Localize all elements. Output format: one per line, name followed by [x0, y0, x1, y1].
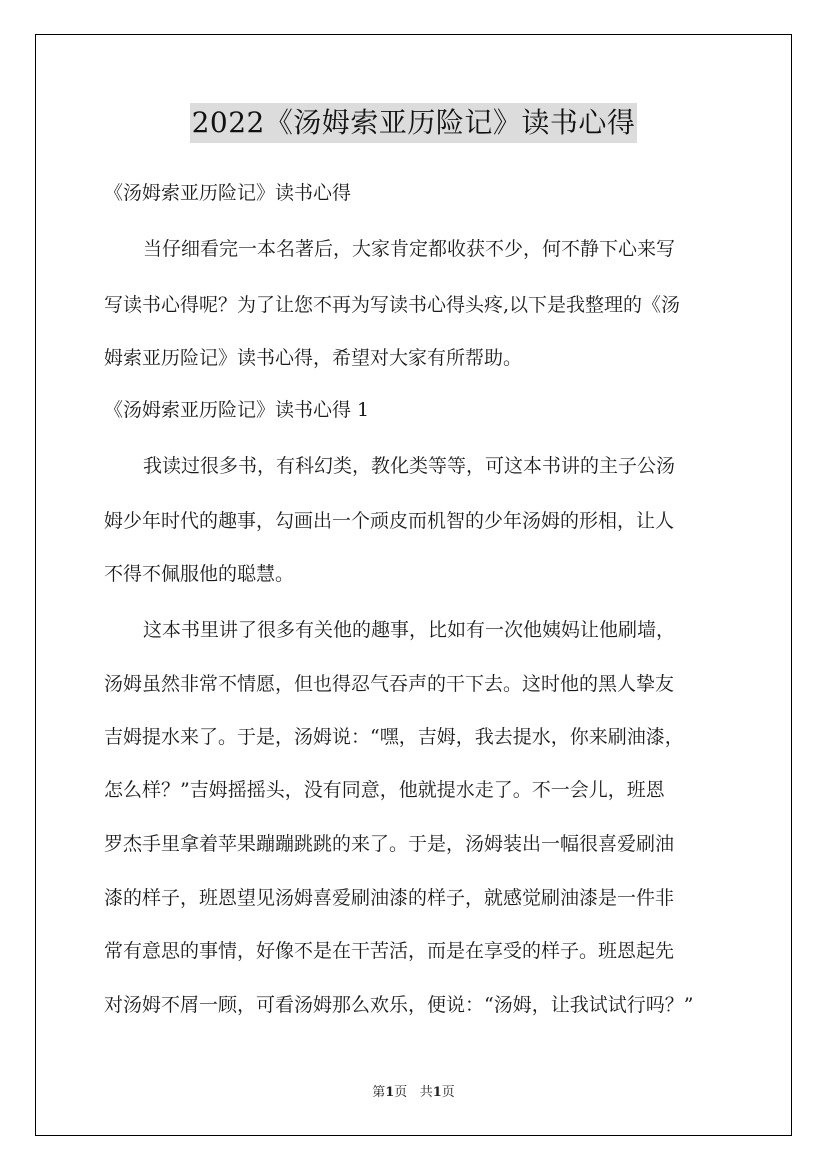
paragraph-line: 常有意思的事情，好像不是在干苦活，而是在享受的样子。班恩起先	[104, 940, 675, 962]
paragraph-line: 姆索亚历险记》读书心得，希望对大家有所帮助。	[104, 347, 523, 369]
document-title: 2022《汤姆索亚历险记》读书心得	[190, 103, 638, 143]
paragraph-line: 怎么样？”吉姆摇摇头，没有同意，他就提水走了。不一会儿，班恩	[104, 779, 665, 801]
subtitle-heading: 《汤姆索亚历险记》读书心得	[104, 182, 352, 204]
paragraph-line: 我读过很多书，有科幻类，教化类等等，可这本书讲的主子公汤	[143, 455, 676, 477]
total-prefix: 共	[419, 1085, 433, 1100]
page-footer	[0, 1084, 827, 1102]
paragraph-line: 当仔细看完一本名著后，大家肯定都收获不少，何不静下心来写	[143, 238, 676, 260]
paragraph-line: 罗杰手里拿着苹果蹦蹦跳跳的来了。于是，汤姆装出一幅很喜爱刷油	[104, 833, 675, 855]
page-prefix: 第	[372, 1085, 386, 1100]
paragraph-line: 不得不佩服他的聪慧。	[104, 563, 295, 585]
paragraph-line: 对汤姆不屑一顾，可看汤姆那么欢乐，便说：“汤姆，让我试试行吗？”	[104, 994, 694, 1016]
title-block	[0, 103, 827, 143]
total-suffix: 页	[441, 1085, 455, 1100]
page-number: 1	[385, 1085, 395, 1100]
paragraph-line: 这本书里讲了很多有关他的趣事，比如有一次他姨妈让他刷墙，	[143, 619, 676, 641]
paragraph-line: 写读书心得呢？为了让您不再为写读书心得头疼,以下是我整理的《汤	[104, 294, 681, 316]
total-pages: 1	[432, 1085, 442, 1100]
page-suffix: 页	[394, 1085, 408, 1100]
paragraph-line: 汤姆虽然非常不情愿，但也得忍气吞声的干下去。这时他的黑人挚友	[104, 673, 675, 695]
paragraph-line: 吉姆提水来了。于是，汤姆说：“嘿，吉姆，我去提水，你来刷油漆，	[104, 726, 684, 748]
section-heading: 《汤姆索亚历险记》读书心得 1	[104, 399, 370, 421]
paragraph-line: 漆的样子，班恩望见汤姆喜爱刷油漆的样子，就感觉刷油漆是一件非	[104, 887, 675, 909]
paragraph-line: 姆少年时代的趣事，勾画出一个顽皮而机智的少年汤姆的形相，让人	[104, 510, 675, 532]
